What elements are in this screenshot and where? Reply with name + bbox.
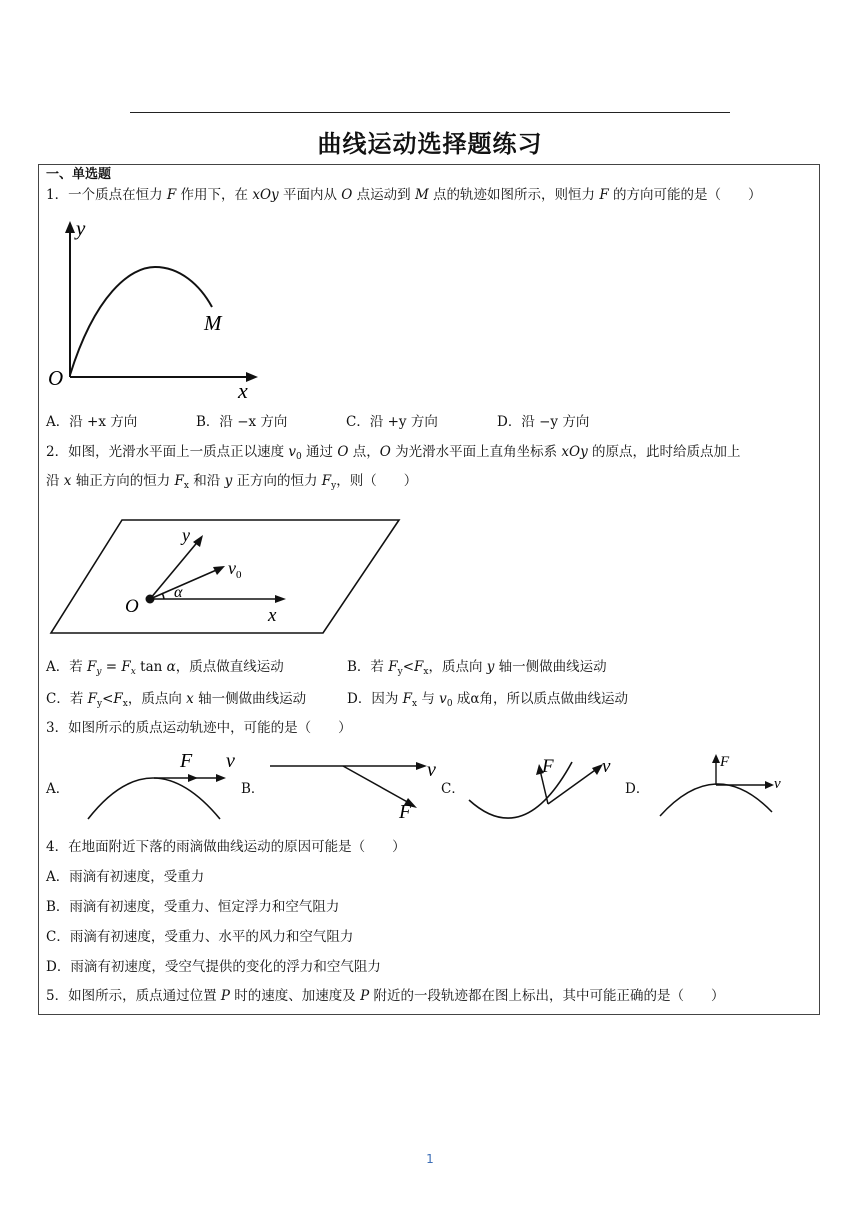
q3-figure-a[interactable] <box>80 745 240 825</box>
q1-option-b[interactable]: B．沿 −x 方向 <box>196 414 288 430</box>
q3b-v-arrowhead <box>416 762 427 770</box>
q3-option-d-label[interactable]: D． <box>625 781 650 797</box>
q3c-v-vector <box>548 768 598 804</box>
q3b-v: v <box>427 759 436 781</box>
q3-stem: 3．如图所示的质点运动轨迹中，可能的是（ ） <box>46 720 352 736</box>
q1-fig-y: y <box>76 216 86 240</box>
q2-alpha-arc <box>162 593 164 599</box>
q2-stem-line2: 沿 x 轴正方向的恒力 $F_x$ 和沿 y 正方向的恒力 $F_y$，则（ ） <box>46 473 418 491</box>
q2-x-arrowhead <box>275 595 286 603</box>
page-number: 1 <box>426 1152 434 1166</box>
q3-option-a-label[interactable]: A． <box>46 781 70 797</box>
section-heading: 一、单选题 <box>46 167 112 182</box>
q5-stem: 5．如图所示，质点通过位置 P 时的速度、加速度及 P 附近的一段轨迹都在图上标出，其中可能正确的是（ ） <box>46 988 725 1004</box>
q1-y-arrowhead <box>65 221 75 233</box>
q2-option-a[interactable]: A．若 $F_y = F_x$ tan α，质点做直线运动 <box>46 659 284 677</box>
q1-x-arrowhead <box>246 372 258 382</box>
q1-option-c[interactable]: C．沿 +y 方向 <box>346 414 438 430</box>
q2-option-d[interactable]: D．因为 $F_x$ 与 $v_0$ 成α角，所以质点做曲线运动 <box>347 691 628 709</box>
q3a-trajectory <box>88 778 220 819</box>
q3c-v: v <box>602 756 611 777</box>
q4-option-c[interactable]: C．雨滴有初速度，受重力、水平的风力和空气阻力 <box>46 929 354 945</box>
q2-figure <box>46 515 406 640</box>
q4-stem: 4．在地面附近下落的雨滴做曲线运动的原因可能是（ ） <box>46 839 406 855</box>
q3d-trajectory <box>660 784 772 816</box>
q1-option-a[interactable]: A．沿 +x 方向 <box>46 414 138 430</box>
q3-option-b-label[interactable]: B． <box>241 781 265 797</box>
q1-figure <box>40 215 270 405</box>
q2-fig-y: y <box>182 525 190 545</box>
q2-mass-point <box>146 595 155 604</box>
q2-fig-alpha: α <box>174 584 183 601</box>
q2-v0-arrowhead <box>213 566 225 575</box>
q4-option-a[interactable]: A．雨滴有初速度，受重力 <box>46 869 205 885</box>
q2-v0-vector <box>150 568 221 599</box>
q3-option-c-label[interactable]: C． <box>441 781 465 797</box>
q3d-v-arrowhead <box>765 781 774 789</box>
q3a-v: v <box>226 750 235 772</box>
q1-trajectory <box>70 267 212 375</box>
q2-stem-line1: 2．如图，光滑水平面上一质点正以速度 $v_0$ 通过 O 点，O 为光滑水平面上直角坐标系 xOy 的原点，此时给质点加上 <box>46 444 741 462</box>
q3b-f-vector <box>343 766 411 804</box>
q2-fig-v: $v_0$ <box>228 558 242 581</box>
q3d-v: v <box>774 776 781 792</box>
q3b-F: F <box>399 801 412 823</box>
q1-fig-M: M <box>204 311 222 335</box>
q2-plane <box>51 520 399 633</box>
q3d-F: F <box>720 754 730 770</box>
q3c-trajectory <box>469 762 572 818</box>
q3-figure-c[interactable] <box>464 748 624 828</box>
q1-stem: 1．一个质点在恒力 F 作用下，在 xOy 平面内从 O 点运动到 M 点的轨迹如图所示，则恒力 F 的方向可能的是（ ） <box>46 187 762 203</box>
q3-figure-b[interactable] <box>265 752 445 822</box>
q4-option-b[interactable]: B．雨滴有初速度，受重力、恒定浮力和空气阻力 <box>46 899 340 915</box>
q3a-v-arrowhead <box>216 774 226 782</box>
q3c-F: F <box>542 756 554 777</box>
q1-option-d[interactable]: D．沿 −y 方向 <box>497 414 590 430</box>
q3-figure-d[interactable] <box>652 750 792 820</box>
q1-fig-x: x <box>238 378 248 403</box>
page-title: 曲线运动选择题练习 <box>317 130 543 158</box>
q4-option-d[interactable]: D．雨滴有初速度，受空气提供的变化的浮力和空气阻力 <box>46 959 381 975</box>
q2-option-c[interactable]: C．若 $F_y<F_x$，质点向 x 轴一侧做曲线运动 <box>46 691 307 709</box>
q1-fig-O: O <box>48 366 64 390</box>
header-rule <box>130 112 730 113</box>
q2-fig-O: O <box>125 596 139 617</box>
q2-fig-x: x <box>268 605 277 626</box>
q2-option-b[interactable]: B．若 $F_y<F_x$，质点向 y 轴一侧做曲线运动 <box>347 659 607 677</box>
q3a-F: F <box>180 750 193 772</box>
q3d-f-arrowhead <box>712 754 720 763</box>
